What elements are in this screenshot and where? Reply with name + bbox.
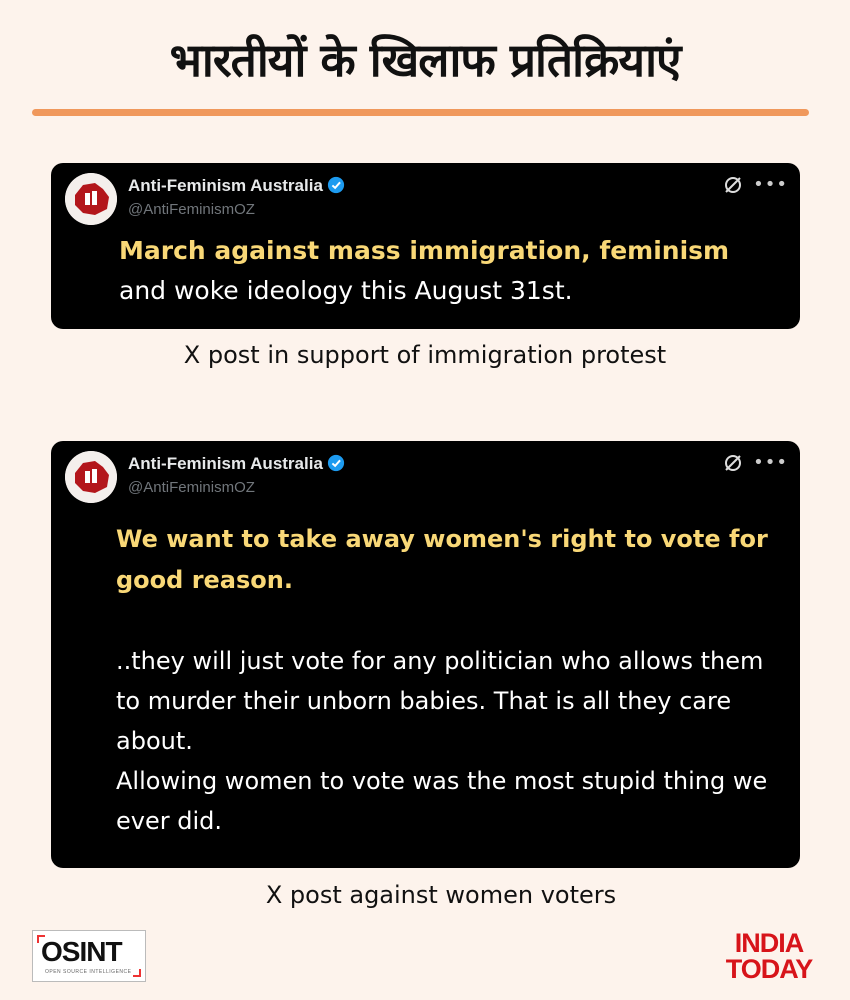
india-today-logo-line: INDIA — [734, 928, 804, 958]
tweet-card[interactable] — [51, 441, 800, 868]
tweet-body: and woke ideology this August 31st. — [119, 276, 573, 305]
tweet-highlight: March against mass immigration, feminism — [119, 236, 730, 265]
caption: X post in support of immigration protest — [183, 341, 667, 369]
verified-badge-icon — [327, 454, 345, 472]
author-name[interactable]: Anti-Feminism Australia — [128, 454, 345, 474]
tweet-actions — [723, 175, 788, 195]
osint-logo — [32, 930, 146, 982]
grok-icon[interactable] — [723, 175, 743, 195]
page-title: भारतीयों के खिलाफ प्रतिक्रियाएं — [169, 33, 681, 87]
title-underline — [32, 109, 809, 116]
tweet-text — [119, 231, 779, 311]
osint-logo-text: OSINT — [41, 936, 122, 967]
grok-icon[interactable] — [723, 453, 743, 473]
tweet-body: ..they will just vote for any politician who allows them to murder their unborn babies. That is all they care about. — [116, 647, 764, 755]
author-handle[interactable]: @AntiFeminismOZ — [128, 201, 255, 218]
tweet-card[interactable] — [51, 163, 800, 329]
tweet-actions — [723, 453, 788, 473]
tweet-highlight: We want to take away women's right to vote for good reason. — [116, 525, 768, 594]
verified-badge-icon — [327, 176, 345, 194]
osint-logo-subtext: OPEN SOURCE INTELLIGENCE — [45, 969, 132, 975]
corner-mark — [133, 969, 141, 977]
avatar[interactable] — [65, 173, 117, 225]
more-icon[interactable]: ••• — [753, 452, 788, 473]
tweet-text — [116, 641, 776, 841]
author-handle[interactable]: @AntiFeminismOZ — [128, 479, 255, 496]
india-today-logo-line: TODAY — [725, 954, 813, 984]
more-icon[interactable]: ••• — [753, 174, 788, 195]
caption: X post against women voters — [265, 881, 617, 909]
author-name[interactable]: Anti-Feminism Australia — [128, 176, 345, 196]
avatar[interactable] — [65, 451, 117, 503]
india-today-logo — [716, 930, 822, 982]
tweet-body: Allowing women to vote was the most stupid thing we ever did. — [116, 767, 768, 835]
